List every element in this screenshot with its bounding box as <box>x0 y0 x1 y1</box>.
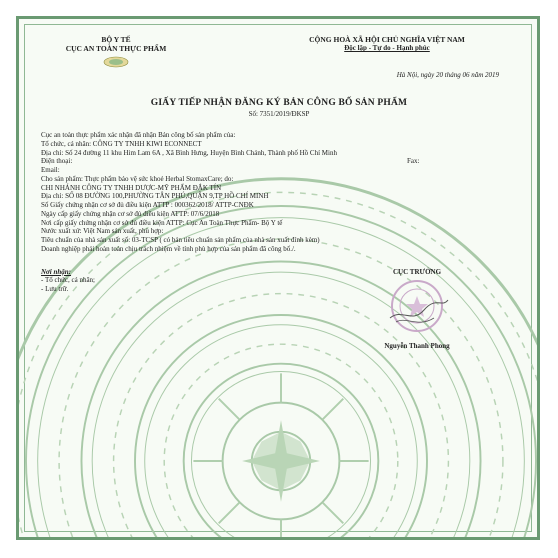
responsibility-line: Doanh nghiệp phải hoàn toàn chịu trách nhiệm về tính phù hợp của sản phẩm đã công bố./. <box>41 244 296 253</box>
recipient-item: - Tổ chức, cá nhân; <box>41 276 96 285</box>
document-title: GIẤY TIẾP NHẬN ĐĂNG KÝ BẢN CÔNG BỐ SẢN PHẨM <box>150 97 408 108</box>
signature-block <box>317 268 517 352</box>
origin-line: Nước xuất xứ: Việt Nam sản xuất, phù hợp: <box>41 227 164 236</box>
organization-line: Tổ chức, cá nhân: CÔNG TY TNHH KIWI ECONNECT <box>41 139 202 148</box>
manufacturer-line: CHI NHÁNH CÔNG TY TNHH DƯỢC-MỸ PHẨM ĐẮK TÍN <box>41 183 222 192</box>
certificate-date: Ngày cấp giấy chứng nhận cơ sở đủ điều kiện ATTP: 07/6/2018 <box>41 209 220 218</box>
manufacturer-address: Địa chỉ: SỐ 08 ĐƯỜNG 100,PHƯỜNG TÂN PHÚ,QUẬN 9,TP HỒ CHÍ MINH <box>41 192 269 201</box>
certificate-frame <box>16 16 540 540</box>
body-line: Cục an toàn thực phẩm xác nhận đã nhận Bản công bố sản phẩm của: <box>41 131 236 140</box>
ministry-name: BỘ Y TẾ <box>101 35 131 44</box>
recipients-block <box>41 268 201 352</box>
standard-line: Tiêu chuẩn của nhà sản xuất số: 03-TCSP ( có bản tiêu chuẩn sản phẩm của nhà sản xuất đính kèm) <box>41 236 320 245</box>
recipients-label: Nơi nhận: <box>41 267 72 276</box>
phone-label: Điện thoại: <box>41 157 73 166</box>
nation-name: CỘNG HOÀ XÃ HỘI CHỦ NGHĨA VIỆT NAM <box>309 35 465 44</box>
signer-title: CỤC TRƯỞNG <box>392 267 442 276</box>
recipient-item: - Lưu trữ. <box>41 285 69 294</box>
nation-block <box>257 35 517 68</box>
department-name: CỤC AN TOÀN THỰC PHẨM <box>65 44 167 54</box>
issuer-block <box>41 35 191 68</box>
document-number: Số: 7351/2019/ĐKSP <box>248 110 310 119</box>
issue-date: Hà Nội, ngày 20 tháng 06 năm 2019 <box>396 70 499 79</box>
official-stamp <box>382 278 452 336</box>
department-emblem <box>103 56 129 68</box>
signer-name: Nguyễn Thanh Phong <box>384 342 450 351</box>
document-body <box>41 131 517 254</box>
certificate-number: Số Giấy chứng nhận cơ sở đủ điều kiện ATTP : 000362/2018/ ATTP-CNĐK <box>41 201 254 210</box>
fax-label: Fax: <box>407 157 420 166</box>
email-label: Email: <box>41 166 60 175</box>
product-line: Cho sản phẩm: Thực phẩm bảo vệ sức khoẻ Herbal StomaxCare; do: <box>41 174 234 183</box>
contact-row <box>41 157 517 166</box>
address-line: Địa chỉ: Số 24 đường 11 khu Him Lam 6A , Xã Bình Hưng, Huyện Bình Chánh, Thành phố Hồ Chí Minh <box>41 148 337 157</box>
certificate-issuer: Nơi cấp giấy chứng nhận cơ sở đủ điều kiện ATTP: Cục An Toàn Thực Phẩm- Bộ Y tế <box>41 218 283 227</box>
nation-motto: Độc lập - Tự do - Hạnh phúc <box>344 44 430 53</box>
